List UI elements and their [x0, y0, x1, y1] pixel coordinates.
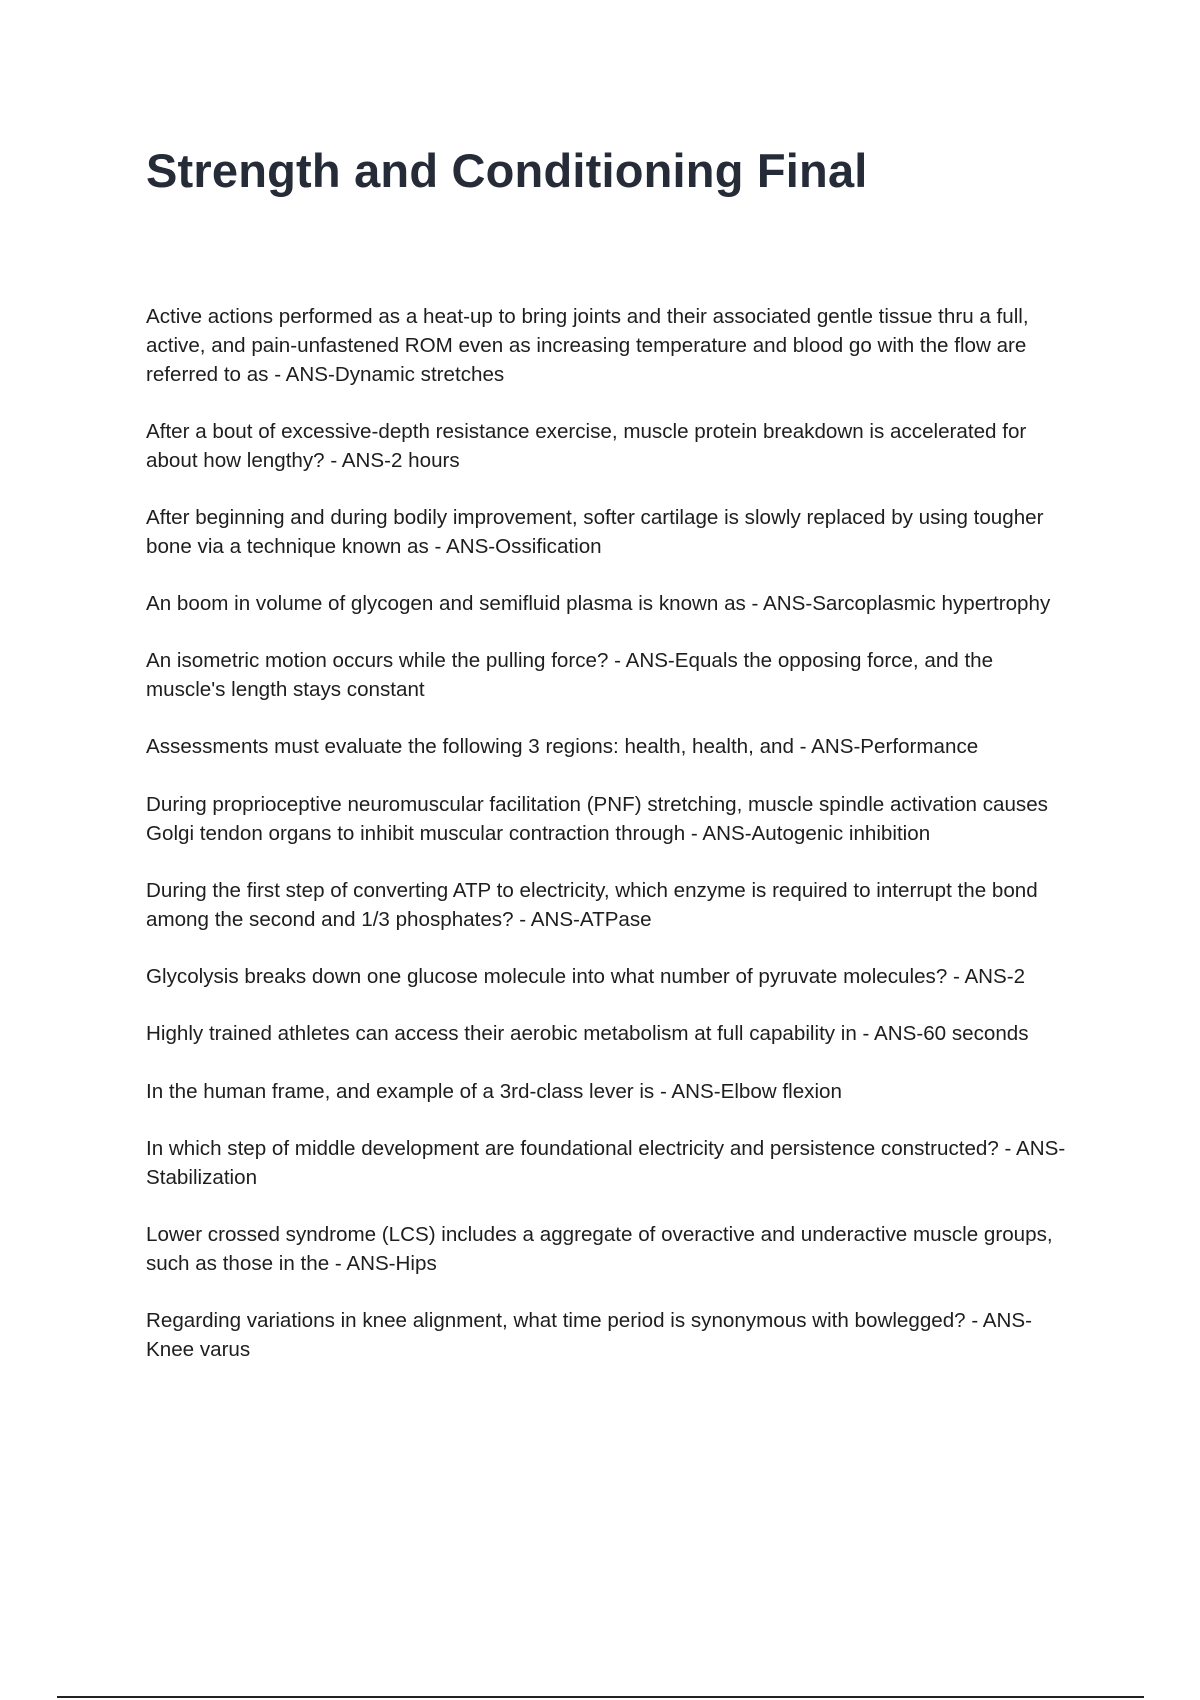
- qa-item: During proprioceptive neuromuscular facilitation (PNF) stretching, muscle spindle activation causes Golgi tendon organs to inhibit muscular contraction through - ANS-Autogenic inhibition: [146, 792, 1048, 845]
- qa-item: Glycolysis breaks down one glucose molecule into what number of pyruvate molecules? - ANS-2: [146, 964, 1026, 988]
- qa-list: [146, 303, 1066, 1393]
- qa-item: An isometric motion occurs while the pulling force? - ANS-Equals the opposing force, and the muscle's length stays constant: [146, 649, 994, 702]
- qa-item: In the human frame, and example of a 3rd-class lever is - ANS-Elbow flexion: [146, 1079, 842, 1103]
- qa-item: An boom in volume of glycogen and semifluid plasma is known as - ANS-Sarcoplasmic hypertrophy: [146, 592, 1051, 616]
- qa-item: Regarding variations in knee alignment, what time period is synonymous with bowlegged? - ANS-Knee varus: [146, 1309, 1032, 1361]
- qa-item: Active actions performed as a heat-up to bring joints and their associated gentle tissue thru a full, active, and pain-unfastened ROM even as increasing temperature and blood go with the flow are referred to as - ANS-Dynamic stretches: [146, 305, 1029, 386]
- qa-item: During the first step of converting ATP to electricity, which enzyme is required to interrupt the bond among the second and 1/3 phosphates? - ANS-ATPase: [146, 878, 1038, 931]
- qa-item: Lower crossed syndrome (LCS) includes a aggregate of overactive and underactive muscle groups, such as those in the - ANS-Hips: [146, 1222, 1053, 1275]
- qa-item: After beginning and during bodily improvement, softer cartilage is slowly replaced by using tougher bone via a technique known as - ANS-Ossification: [146, 505, 1044, 558]
- qa-item: After a bout of excessive-depth resistance exercise, muscle protein breakdown is accelerated for about how lengthy? - ANS-2 hours: [146, 419, 1027, 472]
- document-title: Strength and Conditioning Final: [146, 144, 868, 197]
- qa-item: Assessments must evaluate the following 3 regions: health, health, and - ANS-Performance: [146, 735, 979, 759]
- qa-item: Highly trained athletes can access their aerobic metabolism at full capability in - ANS-60 seconds: [146, 1022, 1029, 1046]
- qa-item: In which step of middle development are foundational electricity and persistence constructed? - ANS-Stabilization: [146, 1136, 1066, 1189]
- footer-divider: [57, 1696, 1144, 1698]
